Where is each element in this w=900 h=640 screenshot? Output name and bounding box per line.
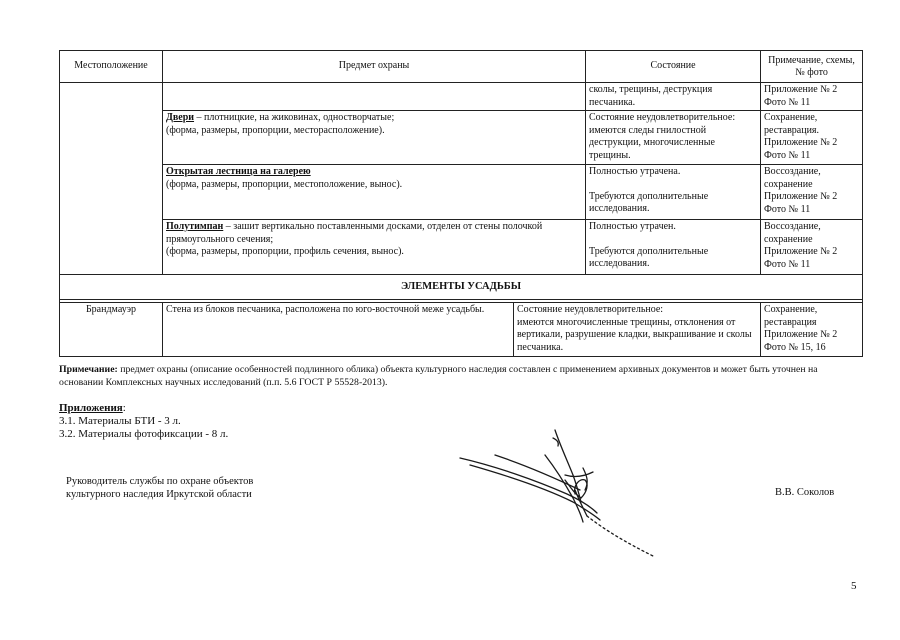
table-row [60,220,863,275]
header-location: Местоположение [60,51,163,83]
location-cell-empty [60,83,163,275]
header-subject: Предмет охраны [163,51,586,83]
note-cell: Приложение № 2 Фото № 11 [761,83,863,111]
state-cell: сколы, трещины, деструкция песчаника. [586,83,761,111]
protection-subject-table [59,50,863,357]
state-cell: Состояние неудовлетворительное: имеются многочисленные трещины, отклонения от вертикали, разрушение кладки, выкрашивание и сколы песчаника. [514,303,761,357]
subject-title: Двери [166,112,195,123]
signer-name: В.В. Соколов [775,487,835,498]
handwritten-signature [455,420,665,560]
location-cell: Брандмауэр [60,303,163,357]
footnote-label: Примечание: [59,364,118,375]
table-row [60,303,863,357]
note-cell: Воссоздание, сохранение Приложение № 2 Фото № 11 [761,165,863,220]
footnote-text: предмет охраны (описание особенностей подлинного облика) объекта культурного наследия составлен с применением архивных документов и может быть уточнен на основании Комплексных научных исследований (п.п. 5.6 ГОСТ Р 55528-2013). [59,364,818,388]
table-row [60,111,863,165]
section-row [60,275,863,300]
state-cell: Состояние неудовлетворительное: имеются следы гнилостной деструкции, многочисленные трещины. [586,111,761,165]
subject-cell: Открытая лестница на галерею (форма, размеры, пропорции, местоположение, вынос). [163,165,586,220]
note-cell: Сохранение, реставрация. Приложение № 2 Фото № 11 [761,111,863,165]
table-row [60,83,863,111]
subject-cell [163,83,586,111]
note-cell: Сохранение, реставрация Приложение № 2 Фото № 15, 16 [761,303,863,357]
state-cell: Полностью утрачен. Требуются дополнительные исследования. [586,220,761,275]
table-header-row [60,51,863,83]
subject-title: Полутимпан [166,221,224,232]
state-cell: Полностью утрачена. Требуются дополнительные исследования. [586,165,761,220]
subject-title: Открытая лестница на галерею [166,166,311,177]
appendix-item: 3.2. Материалы фотофиксации - 8 л. [59,428,229,440]
page-number: 5 [851,580,857,592]
section-title: ЭЛЕМЕНТЫ УСАДЬБЫ [60,275,863,300]
signer-position: Руководитель службы по охране объектов культурного наследия Иркутской области [66,476,254,500]
appendices-heading: Приложения: [59,402,126,414]
appendix-item: 3.1. Материалы БТИ - 3 л. [59,415,181,427]
footnote [59,364,859,389]
header-note: Примечание, схемы, № фото [761,51,863,83]
table-row [60,165,863,220]
subject-cell: Двери – плотницкие, на жиковинах, одностворчатые; (форма, размеры, пропорции, месторасположение). [163,111,586,165]
subject-cell: Стена из блоков песчаника, расположена по юго-восточной меже усадьбы. [163,303,514,357]
subject-cell: Полутимпан – зашит вертикально поставленными досками, отделен от стены полочкой прямоугольного сечения; (форма, размеры, пропорции, профиль сечения, вынос). [163,220,586,275]
note-cell: Воссоздание, сохранение Приложение № 2 Фото № 11 [761,220,863,275]
appendices [59,402,228,441]
header-state: Состояние [586,51,761,83]
